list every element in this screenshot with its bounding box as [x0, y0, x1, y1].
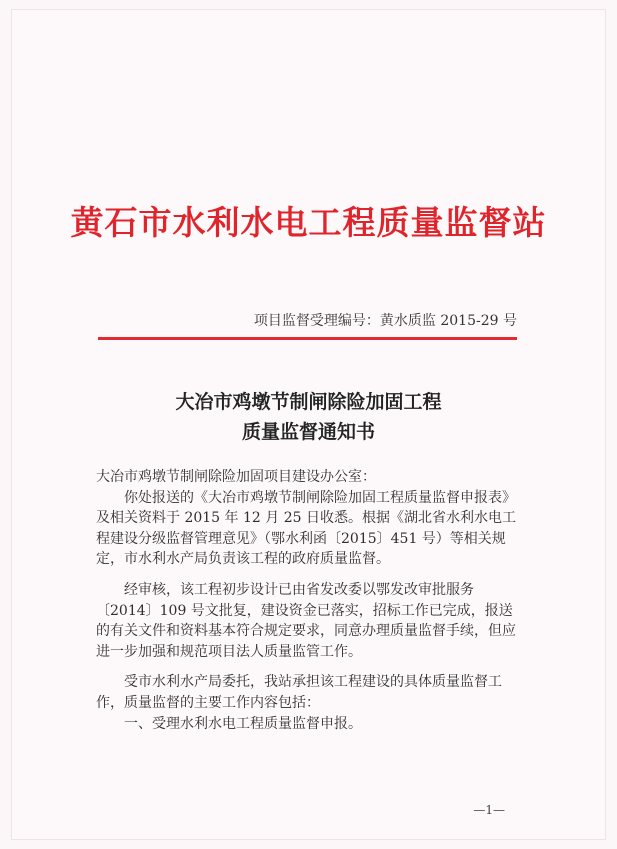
notice-body: [96, 467, 520, 734]
notice-title-line2: 质量监督通知书: [241, 421, 375, 443]
paragraph-review: 经审核，该工程初步设计已由省发改委以鄂发改审批服务〔2014〕109 号文批复，建设资金已落实，招标工作已完成，报送的有关文件和资料基本符合规定要求，同意办理质量监督手续，但应进一步加强和规范项目法人质量监管工作。: [96, 581, 516, 660]
bleed-through-text: [72, 150, 542, 160]
bleed-through-text: [72, 106, 542, 116]
addressee: 大冶市鸡墩节制闸除险加固项目建设办公室：: [96, 469, 376, 485]
bleed-through-text: [72, 164, 542, 174]
paragraph-entrustment: 受市水利水产局委托，我站承担该工程建设的具体质量监督工作，质量监督的主要工作内容包括：: [96, 674, 502, 711]
list-item: 一、受理水利水电工程质量监督申报。: [124, 715, 362, 732]
red-divider: [98, 337, 517, 340]
bleed-through-text: [72, 78, 542, 88]
bleed-through-text: [72, 92, 542, 102]
notice-title-line1: 大冶市鸡墩节制闸除险加固工程: [175, 391, 442, 413]
document-page: [12, 10, 605, 839]
page-number: —1—: [473, 803, 505, 817]
reference-number: 项目监督受理编号：黄水质监 2015-29 号: [253, 313, 517, 329]
agency-header: 黄石市水利水电工程质量监督站: [70, 203, 547, 242]
paragraph-receipt: 你处报送的《大冶市鸡墩节制闸除险加固工程质量监督申报表》及相关资料于 2015 年 12 月 25 日收悉。根据《湖北省水利水电工程建设分级监督管理意见》（鄂水利函〔2015〕451 号）等相关规定，市水利水产局负责该工程的政府质量监督。: [96, 489, 516, 568]
